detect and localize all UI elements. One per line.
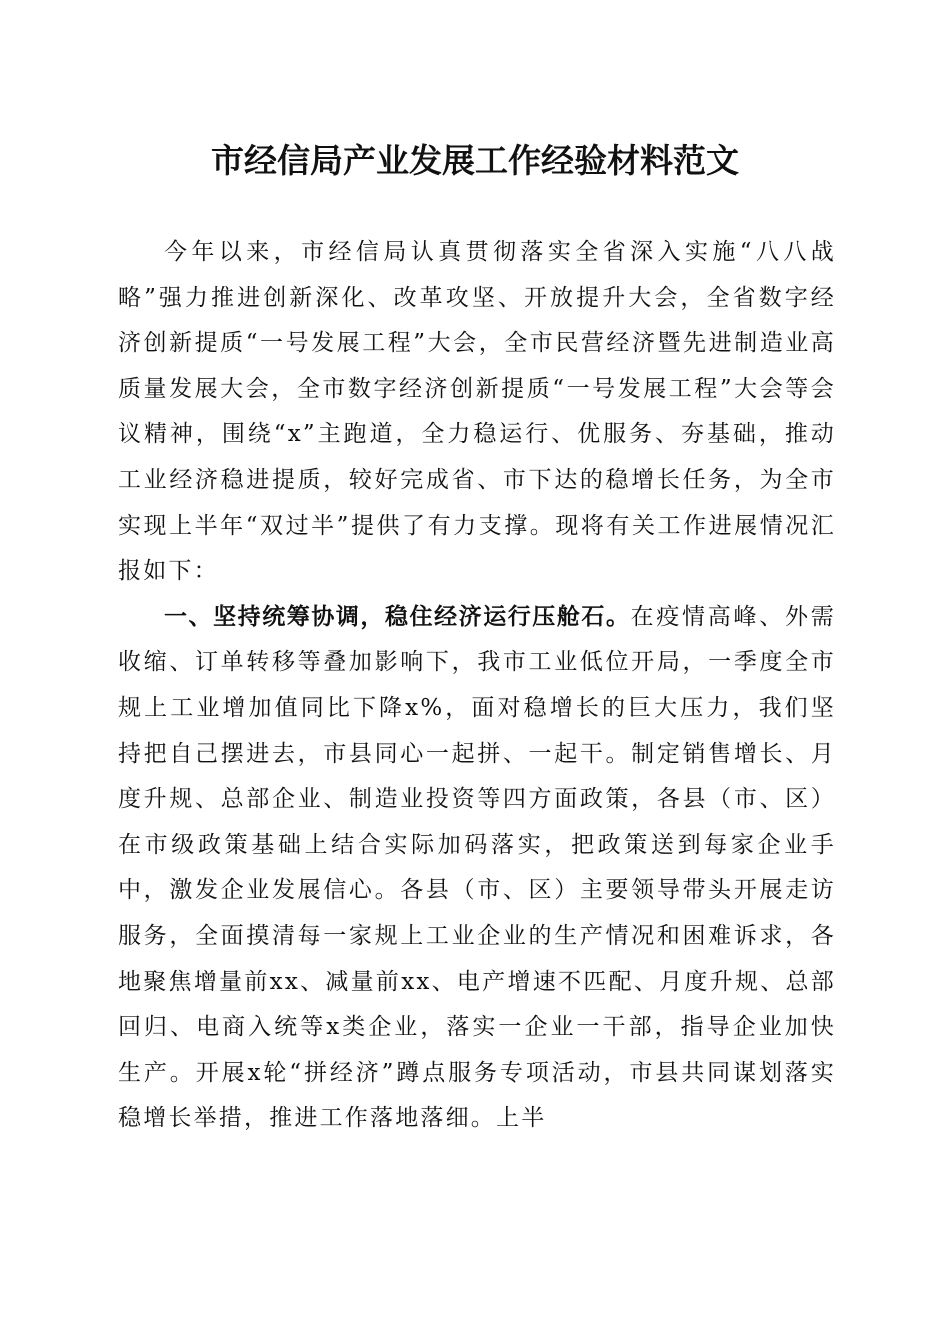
- document-title: 市经信局产业发展工作经验材料范文: [211, 141, 739, 180]
- paragraph-section-1: [118, 595, 836, 1142]
- paragraph-intro: [118, 230, 836, 595]
- document-body: [118, 230, 836, 1142]
- section-heading: 一、坚持统筹协调，稳住经济运行压舱石。: [164, 603, 631, 630]
- paragraph-text: 今年以来，市经信局认真贯彻落实全省深入实施“八八战略”强力推进创新深化、改革攻坚、开放提升大会，全省数字经济创新提质“一号发展工程”大会，全市民营经济暨先进制造业高质量发展大会，全市数字经济创新提质“一号发展工程”大会等会议精神，围绕“x”主跑道，全力稳运行、优服务、夯基础，推动工业经济稳进提质，较好完成省、市下达的稳增长任务，为全市实现上半年“双过半”提供了有力支撑。现将有关工作进展情况汇报如下：: [118, 239, 836, 585]
- paragraph-text: 在疫情高峰、外需收缩、订单转移等叠加影响下，我市工业低位开局，一季度全市规上工业增加值同比下降x%，面对稳增长的巨大压力，我们坚持把自己摆进去，市县同心一起拼、一起干。制定销售增长、月度升规、总部企业、制造业投资等四方面政策，各县（市、区）在市级政策基础上结合实际加码落实，把政策送到每家企业手中，激发企业发展信心。各县（市、区）主要领导带头开展走访服务，全面摸清每一家规上工业企业的生产情况和困难诉求，各地聚焦增量前xx、减量前xx、电产增速不匹配、月度升规、总部回归、电商入统等x类企业，落实一企业一干部，指导企业加快生产。开展x轮“拼经济”蹲点服务专项活动，市县共同谋划落实稳增长举措，推进工作落地落细。上半: [118, 603, 837, 1132]
